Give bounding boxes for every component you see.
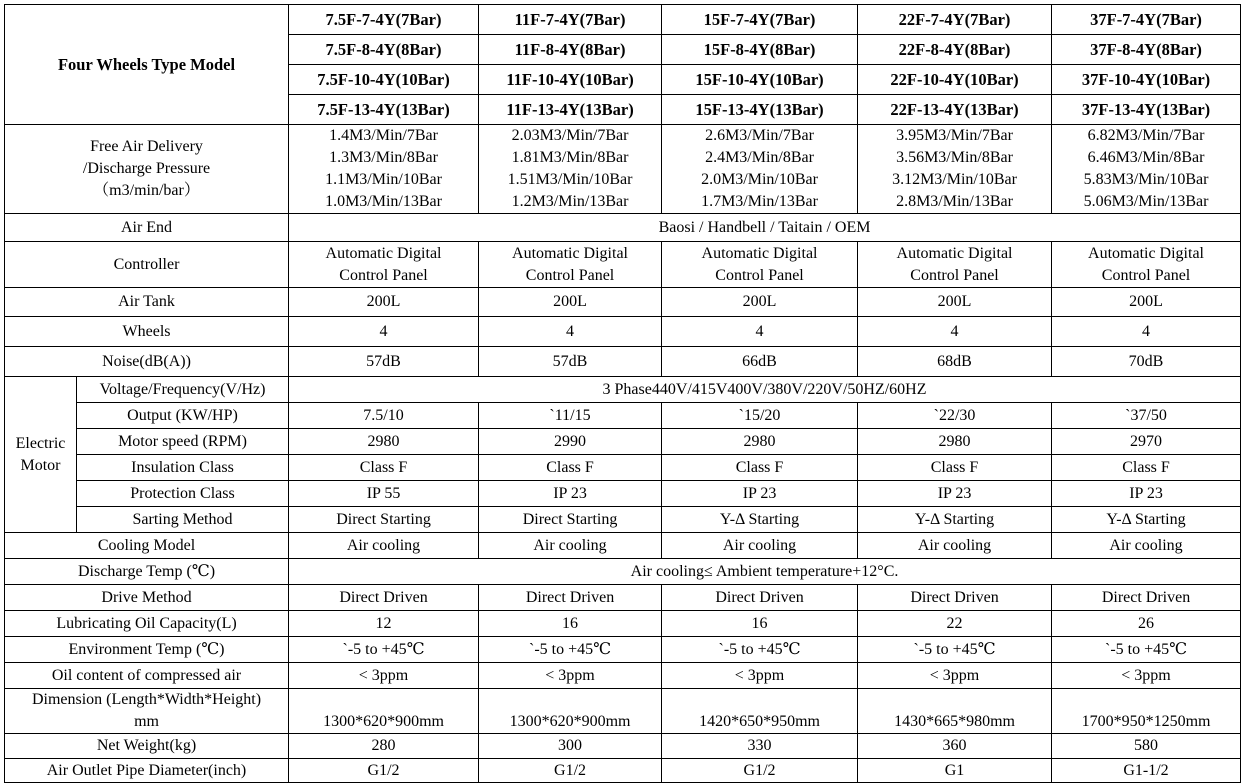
model-name: 15F-7-4Y(7Bar) (662, 5, 858, 35)
air-end-value: Baosi / Handbell / Taitain / OEM (289, 214, 1241, 242)
row-label: Noise(dB(A)) (5, 347, 289, 377)
row-label: Cooling Model (5, 533, 289, 559)
row-label: Motor speed (RPM) (77, 429, 289, 455)
fad-cell: 2.03M3/Min/7Bar 1.81M3/Min/8Bar 1.51M3/Min/10Bar 1.2M3/Min/13Bar (479, 125, 662, 214)
table-cell: IP 23 (662, 481, 858, 507)
table-cell: 360 (858, 734, 1052, 759)
table-cell: Class F (1052, 455, 1241, 481)
table-cell: IP 23 (1052, 481, 1241, 507)
row-label: Net Weight(kg) (5, 734, 289, 759)
table-cell: 1300*620*900mm (289, 689, 479, 734)
table-cell: `37/50 (1052, 403, 1241, 429)
table-cell: 66dB (662, 347, 858, 377)
oil-content-row (5, 663, 1241, 689)
table-cell: G1/2 (662, 759, 858, 783)
electric-motor-group-label: Electric Motor (5, 377, 77, 533)
model-name: 7.5F-13-4Y(13Bar) (289, 95, 479, 125)
table-cell: 2980 (662, 429, 858, 455)
motor-speed-row (5, 429, 1241, 455)
noise-row (5, 347, 1241, 377)
fad-cell: 1.4M3/Min/7Bar 1.3M3/Min/8Bar 1.1M3/Min/10Bar 1.0M3/Min/13Bar (289, 125, 479, 214)
model-name: 11F-10-4Y(10Bar) (479, 65, 662, 95)
row-label: Air End (5, 214, 289, 242)
wheels-row (5, 317, 1241, 347)
oil-capacity-row (5, 611, 1241, 637)
motor-output-row (5, 403, 1241, 429)
model-name: 37F-10-4Y(10Bar) (1052, 65, 1241, 95)
table-cell: IP 23 (858, 481, 1052, 507)
model-name: 37F-8-4Y(8Bar) (1052, 35, 1241, 65)
table-cell: 4 (479, 317, 662, 347)
table-cell: `-5 to +45℃ (289, 637, 479, 663)
model-name: 11F-13-4Y(13Bar) (479, 95, 662, 125)
row-label: Oil content of compressed air (5, 663, 289, 689)
table-cell: Y-Δ Starting (1052, 507, 1241, 533)
pipe-row (5, 759, 1241, 783)
table-cell: 57dB (289, 347, 479, 377)
model-name: 7.5F-8-4Y(8Bar) (289, 35, 479, 65)
table-cell: 4 (289, 317, 479, 347)
air-tank-row (5, 288, 1241, 317)
table-cell: Direct Driven (858, 585, 1052, 611)
table-cell: < 3ppm (662, 663, 858, 689)
table-cell: 70dB (1052, 347, 1241, 377)
table-cell: Direct Starting (289, 507, 479, 533)
table-cell: 200L (858, 288, 1052, 317)
controller-cell: Automatic Digital Control Panel (289, 242, 479, 288)
model-name: 7.5F-7-4Y(7Bar) (289, 5, 479, 35)
model-name: 7.5F-10-4Y(10Bar) (289, 65, 479, 95)
table-cell: `-5 to +45℃ (662, 637, 858, 663)
table-cell: IP 55 (289, 481, 479, 507)
row-label: Drive Method (5, 585, 289, 611)
fad-row (5, 125, 1241, 214)
model-name: 15F-13-4Y(13Bar) (662, 95, 858, 125)
table-cell: 1420*650*950mm (662, 689, 858, 734)
model-name: 22F-8-4Y(8Bar) (858, 35, 1052, 65)
controller-cell: Automatic Digital Control Panel (858, 242, 1052, 288)
table-cell: Direct Starting (479, 507, 662, 533)
motor-insulation-row (5, 455, 1241, 481)
model-name: 22F-13-4Y(13Bar) (858, 95, 1052, 125)
row-label: Insulation Class (77, 455, 289, 481)
model-name: 11F-8-4Y(8Bar) (479, 35, 662, 65)
fad-label: Free Air Delivery /Discharge Pressure （m3/min/bar） (5, 125, 289, 214)
table-cell: 4 (662, 317, 858, 347)
weight-row (5, 734, 1241, 759)
table-cell: 2980 (858, 429, 1052, 455)
model-name: 15F-8-4Y(8Bar) (662, 35, 858, 65)
table-cell: < 3ppm (1052, 663, 1241, 689)
row-label: Sarting Method (77, 507, 289, 533)
row-label: Environment Temp (℃) (5, 637, 289, 663)
table-cell: 2980 (289, 429, 479, 455)
table-cell: G1/2 (479, 759, 662, 783)
controller-row (5, 242, 1241, 288)
table-cell: 12 (289, 611, 479, 637)
table-cell: 330 (662, 734, 858, 759)
drive-row (5, 585, 1241, 611)
table-cell: 1430*665*980mm (858, 689, 1052, 734)
table-cell: Air cooling (479, 533, 662, 559)
model-name: 11F-7-4Y(7Bar) (479, 5, 662, 35)
model-row-7bar (5, 5, 1241, 35)
row-label: Controller (5, 242, 289, 288)
table-cell: Direct Driven (289, 585, 479, 611)
table-cell: 4 (858, 317, 1052, 347)
table-cell: 57dB (479, 347, 662, 377)
controller-cell: Automatic Digital Control Panel (1052, 242, 1241, 288)
table-cell: 68dB (858, 347, 1052, 377)
table-cell: `-5 to +45℃ (858, 637, 1052, 663)
table-cell: Air cooling (1052, 533, 1241, 559)
model-name: 15F-10-4Y(10Bar) (662, 65, 858, 95)
table-cell: 200L (662, 288, 858, 317)
row-label: Protection Class (77, 481, 289, 507)
table-cell: 4 (1052, 317, 1241, 347)
table-cell: Class F (479, 455, 662, 481)
table-cell: 300 (479, 734, 662, 759)
motor-voltage-row (5, 377, 1241, 403)
fad-cell: 6.82M3/Min/7Bar 6.46M3/Min/8Bar 5.83M3/Min/10Bar 5.06M3/Min/13Bar (1052, 125, 1241, 214)
table-cell: 22 (858, 611, 1052, 637)
table-cell: 200L (289, 288, 479, 317)
table-cell: `-5 to +45℃ (1052, 637, 1241, 663)
model-name: 22F-7-4Y(7Bar) (858, 5, 1052, 35)
spec-table (4, 4, 1241, 783)
table-cell: 200L (1052, 288, 1241, 317)
fad-cell: 2.6M3/Min/7Bar 2.4M3/Min/8Bar 2.0M3/Min/10Bar 1.7M3/Min/13Bar (662, 125, 858, 214)
table-cell: 1700*950*1250mm (1052, 689, 1241, 734)
table-cell: Y-Δ Starting (858, 507, 1052, 533)
table-cell: Direct Driven (662, 585, 858, 611)
dimension-row (5, 689, 1241, 734)
discharge-temp-value: Air cooling≤ Ambient temperature+12°C. (289, 559, 1241, 585)
table-cell: Class F (858, 455, 1052, 481)
table-cell: `22/30 (858, 403, 1052, 429)
air-end-row (5, 214, 1241, 242)
table-cell: IP 23 (479, 481, 662, 507)
table-cell: Air cooling (858, 533, 1052, 559)
motor-starting-row (5, 507, 1241, 533)
voltage-value: 3 Phase440V/415V400V/380V/220V/50HZ/60HZ (289, 377, 1241, 403)
row-label: Voltage/Frequency(V/Hz) (77, 377, 289, 403)
discharge-temp-row (5, 559, 1241, 585)
env-temp-row (5, 637, 1241, 663)
table-cell: < 3ppm (858, 663, 1052, 689)
table-cell: < 3ppm (479, 663, 662, 689)
table-cell: G1/2 (289, 759, 479, 783)
table-cell: 16 (662, 611, 858, 637)
table-cell: G1 (858, 759, 1052, 783)
row-label: Dimension (Length*Width*Height) mm (5, 689, 289, 734)
controller-cell: Automatic Digital Control Panel (662, 242, 858, 288)
table-cell: Direct Driven (1052, 585, 1241, 611)
table-cell: Direct Driven (479, 585, 662, 611)
model-name: 37F-7-4Y(7Bar) (1052, 5, 1241, 35)
controller-cell: Automatic Digital Control Panel (479, 242, 662, 288)
table-cell: 1300*620*900mm (479, 689, 662, 734)
table-cell: 580 (1052, 734, 1241, 759)
motor-protection-row (5, 481, 1241, 507)
table-cell: Air cooling (662, 533, 858, 559)
table-cell: < 3ppm (289, 663, 479, 689)
table-cell: 280 (289, 734, 479, 759)
table-cell: 16 (479, 611, 662, 637)
table-cell: `-5 to +45℃ (479, 637, 662, 663)
row-label: Air Tank (5, 288, 289, 317)
row-label: Lubricating Oil Capacity(L) (5, 611, 289, 637)
table-cell: Y-Δ Starting (662, 507, 858, 533)
table-cell: 7.5/10 (289, 403, 479, 429)
table-cell: 2990 (479, 429, 662, 455)
table-cell: 26 (1052, 611, 1241, 637)
row-label: Discharge Temp (℃) (5, 559, 289, 585)
cooling-row (5, 533, 1241, 559)
row-label: Wheels (5, 317, 289, 347)
row-label: Air Outlet Pipe Diameter(inch) (5, 759, 289, 783)
table-cell: Air cooling (289, 533, 479, 559)
table-cell: `15/20 (662, 403, 858, 429)
model-name: 37F-13-4Y(13Bar) (1052, 95, 1241, 125)
table-cell: G1-1/2 (1052, 759, 1241, 783)
table-cell: 200L (479, 288, 662, 317)
table-cell: Class F (662, 455, 858, 481)
table-cell: Class F (289, 455, 479, 481)
table-cell: `11/15 (479, 403, 662, 429)
fad-cell: 3.95M3/Min/7Bar 3.56M3/Min/8Bar 3.12M3/Min/10Bar 2.8M3/Min/13Bar (858, 125, 1052, 214)
table-title: Four Wheels Type Model (5, 5, 289, 125)
table-cell: 2970 (1052, 429, 1241, 455)
row-label: Output (KW/HP) (77, 403, 289, 429)
model-name: 22F-10-4Y(10Bar) (858, 65, 1052, 95)
